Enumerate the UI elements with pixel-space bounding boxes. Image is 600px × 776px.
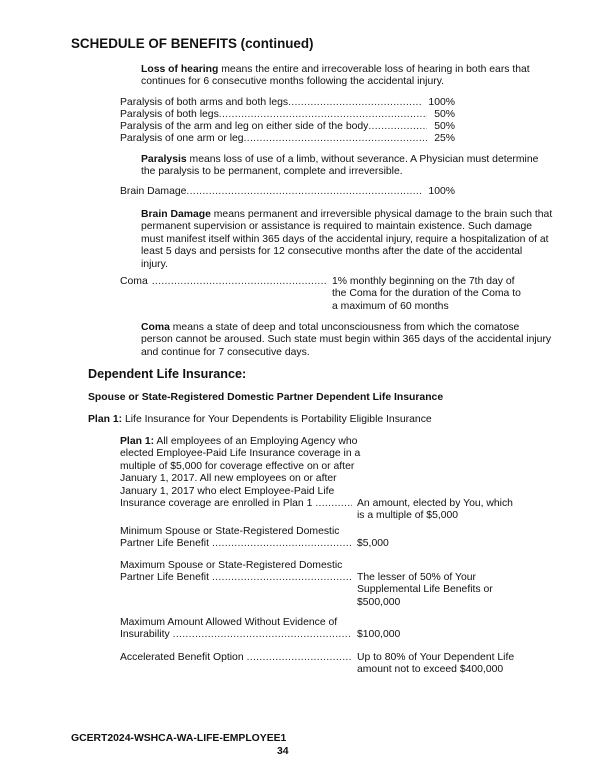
section-heading: Dependent Life Insurance: bbox=[88, 367, 247, 381]
coma-definition: Coma means a state of deep and total unconsciousness from which the comatose person cannot be aroused. Such state must begin within 365 days of the accidental injury and continue for 7 consecutive days. bbox=[141, 322, 552, 358]
minimum-spouse-benefit-value: $5,000 bbox=[357, 538, 389, 549]
definition-term: Paralysis bbox=[141, 154, 187, 165]
document-code: GCERT2024-WSHCA-WA-LIFE-EMPLOYEE1 bbox=[71, 733, 287, 744]
table-row: Paralysis of both arms and both legs ..... 100% bbox=[120, 97, 455, 109]
page-number: 34 bbox=[277, 746, 289, 757]
table-row: Paralysis of both legs ..... 50% bbox=[120, 109, 455, 121]
brain-damage-benefit-row: Brain Damage ..... 100% bbox=[120, 186, 455, 198]
definition-term: Brain Damage bbox=[141, 209, 211, 220]
definition-term: Loss of hearing bbox=[141, 64, 219, 75]
coma-benefit-row: Coma ..... 1% monthly beginning on the 7th day of the Coma for the duration of the Coma to a maximum of 60 months bbox=[120, 276, 560, 288]
plan1-benefit-row: Plan 1: All employees of an Employing Agency who elected Employee-Paid Life Insurance coverage in a multiple of $5,000 for coverage effective on or after January 1, 2017. All new employees on or after January 1, 2017 who elect Employee-Paid Life Insurance coverage are enrolled in Plan 1 ..... An amount, elected by You, which is a multiple of $5,000 bbox=[120, 436, 540, 510]
coma-benefit-value: 1% monthly beginning on the 7th day of the Coma for the duration of the Coma to a maximum of 60 months bbox=[332, 276, 521, 312]
maximum-spouse-benefit-row: Maximum Spouse or State-Registered Domestic Partner Life Benefit ..... The lesser of 50% of Your Supplemental Life Benefits or $500,000 bbox=[120, 560, 540, 585]
section-subheading: Spouse or State-Registered Domestic Partner Dependent Life Insurance bbox=[88, 392, 444, 403]
loss-of-hearing-definition: Loss of hearing means the entire and irrecoverable loss of hearing in both ears that continues for 6 consecutive months following the accidental injury. bbox=[141, 64, 530, 88]
table-row: Paralysis of one arm or leg ..... 25% bbox=[120, 133, 455, 145]
plan-intro: Plan 1: Life Insurance for Your Dependents is Portability Eligible Insurance bbox=[88, 414, 432, 425]
definition-term: Plan 1: bbox=[120, 436, 155, 447]
accelerated-benefit-value: Up to 80% of Your Dependent Life amount not to exceed $400,000 bbox=[357, 652, 515, 676]
paralysis-definition: Paralysis means loss of use of a limb, without severance. A Physician must determine the paralysis to be permanent, complete and irreversible. bbox=[141, 154, 539, 178]
max-without-evidence-row: Maximum Amount Allowed Without Evidence of Insurability ..... $100,000 bbox=[120, 617, 540, 642]
accelerated-benefit-row: Accelerated Benefit Option ..... Up to 80% of Your Dependent Life amount not to exceed $400,000 bbox=[120, 652, 540, 664]
definition-term: Coma bbox=[141, 322, 170, 333]
page-title: SCHEDULE OF BENEFITS (continued) bbox=[71, 36, 314, 51]
paralysis-benefit-table bbox=[120, 97, 455, 145]
max-without-evidence-value: $100,000 bbox=[357, 629, 401, 640]
table-row: Paralysis of the arm and leg on either side of the body ..... 50% bbox=[120, 121, 455, 133]
brain-damage-definition: Brain Damage means permanent and irreversible physical damage to the brain such that permanent supervision or assistance is required to maintain existence. Such damage must manifest itself within 365 days of the accidental injury, require a hospitalization of at least 5 days and persists for 12 consecutive months after the date of the accidental injury. bbox=[141, 209, 553, 270]
maximum-spouse-benefit-value: The lesser of 50% of Your Supplemental Life Benefits or $500,000 bbox=[357, 572, 493, 608]
plan1-benefit-value: An amount, elected by You, which is a multiple of $5,000 bbox=[357, 498, 513, 522]
minimum-spouse-benefit-row: Minimum Spouse or State-Registered Domestic Partner Life Benefit ..... $5,000 bbox=[120, 526, 540, 551]
